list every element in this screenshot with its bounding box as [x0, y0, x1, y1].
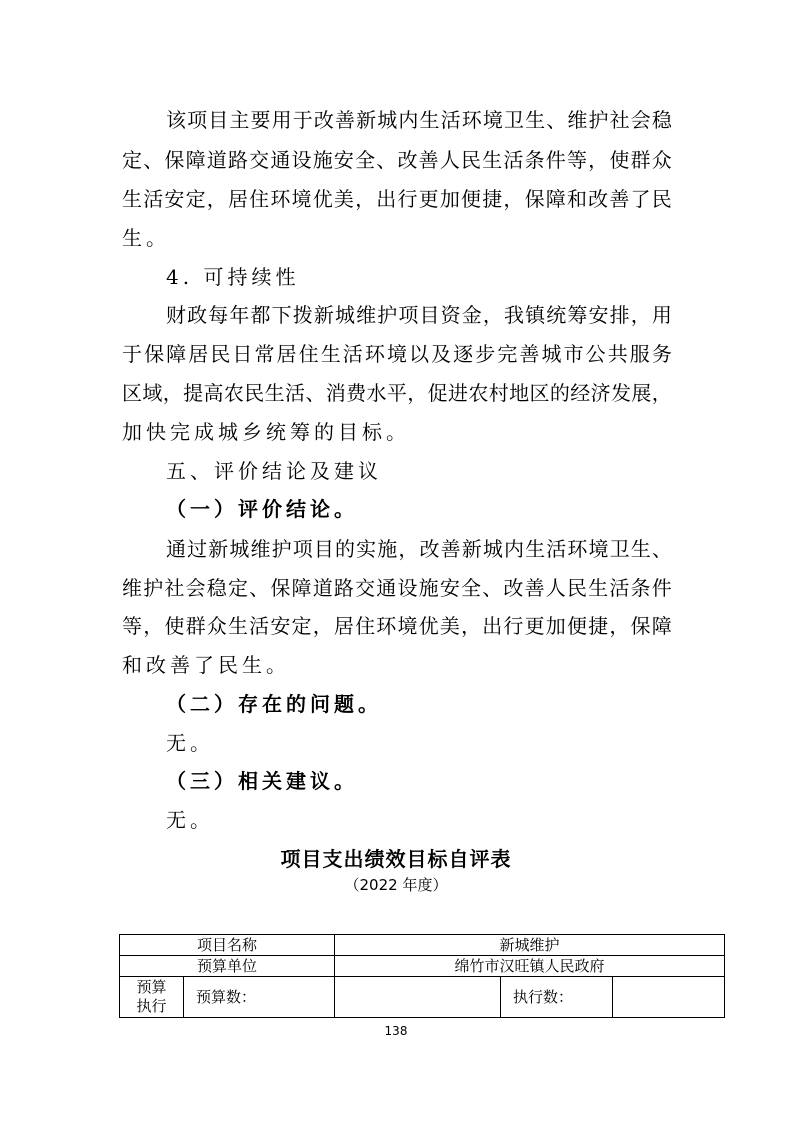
section-5-heading: 五、评价结论及建议	[166, 459, 382, 483]
project-name-value: 新城维护	[335, 935, 725, 956]
para3-line-3: 等 ， 使 群 众 生 活 安 定 ， 居 住 环 境 优 美 ， 出 行 更 加 便 捷 ， 保 障	[122, 614, 672, 638]
table-row	[120, 977, 725, 1018]
para1-line-1: 该 项 目 主 要 用 于 改 善 新 城 内 生 活 环 境 卫 生 、 维 护 社 会 稳	[166, 108, 672, 132]
para2-line-1: 财 政 每 年 都 下 拨 新 城 维 护 项 目 资 金 ， 我 镇 统 筹 安 排 ， 用	[166, 303, 672, 327]
budget-amount-value	[335, 977, 501, 1018]
page-number: 138	[384, 1024, 408, 1038]
para2-line-2: 于 保 障 居 民 日 常 居 住 生 活 环 境 以 及 逐 步 完 善 城 市 公 共 服 务	[122, 342, 672, 366]
table-year: （2022 年度）	[344, 876, 448, 894]
subheading-evaluation-conclusion: （一）评价结论。	[166, 497, 358, 521]
performance-table	[119, 934, 725, 1018]
execution-amount-value	[613, 977, 725, 1018]
none-text-1: 无。	[166, 731, 214, 755]
project-name-label: 项目名称	[120, 935, 335, 956]
execution-amount-label: 执行数：	[501, 977, 613, 1018]
budget-execution-label: 预算 执行	[120, 977, 184, 1018]
budget-unit-label: 预算单位	[120, 956, 335, 977]
heading-sustainability: 4. 可持续性	[166, 265, 300, 289]
subheading-related-suggestions: （三）相关建议。	[166, 769, 358, 793]
para3-line-2: 维 护 社 会 稳 定 、 保 障 道 路 交 通 设 施 安 全 、 改 善 人 民 生 活 条 件	[122, 576, 672, 600]
para1-line-4: 生。	[122, 226, 170, 250]
budget-amount-label: 预算数：	[184, 977, 335, 1018]
table-title: 项目支出绩效目标自评表	[280, 847, 512, 871]
para3-line-4: 和改善了民生。	[122, 653, 290, 677]
para3-line-1: 通 过 新 城 维 护 项 目 的 实 施 ， 改 善 新 城 内 生 活 环 境 卫 生 、	[166, 537, 672, 561]
budget-unit-value: 绵竹市汉旺镇人民政府	[335, 956, 725, 977]
para2-line-4: 加快完成城乡统筹的目标。	[122, 420, 410, 444]
table-row	[120, 956, 725, 977]
table-row	[120, 935, 725, 956]
para1-line-3: 生 活 安 定 ， 居 住 环 境 优 美 ， 出 行 更 加 便 捷 ， 保 障 和 改 善 了 民	[122, 187, 672, 211]
subheading-existing-problems: （二）存在的问题。	[166, 692, 382, 716]
none-text-2: 无。	[166, 808, 214, 832]
para1-line-2: 定 、 保 障 道 路 交 通 设 施 安 全 、 改 善 人 民 生 活 条 件 等 ， 使 群 众	[122, 148, 672, 172]
para2-line-3: 区 域 ， 提 高 农 民 生 活 、 消 费 水 平 ， 促 进 农 村 地 区 的 经 济 发 展 ，	[122, 381, 672, 405]
